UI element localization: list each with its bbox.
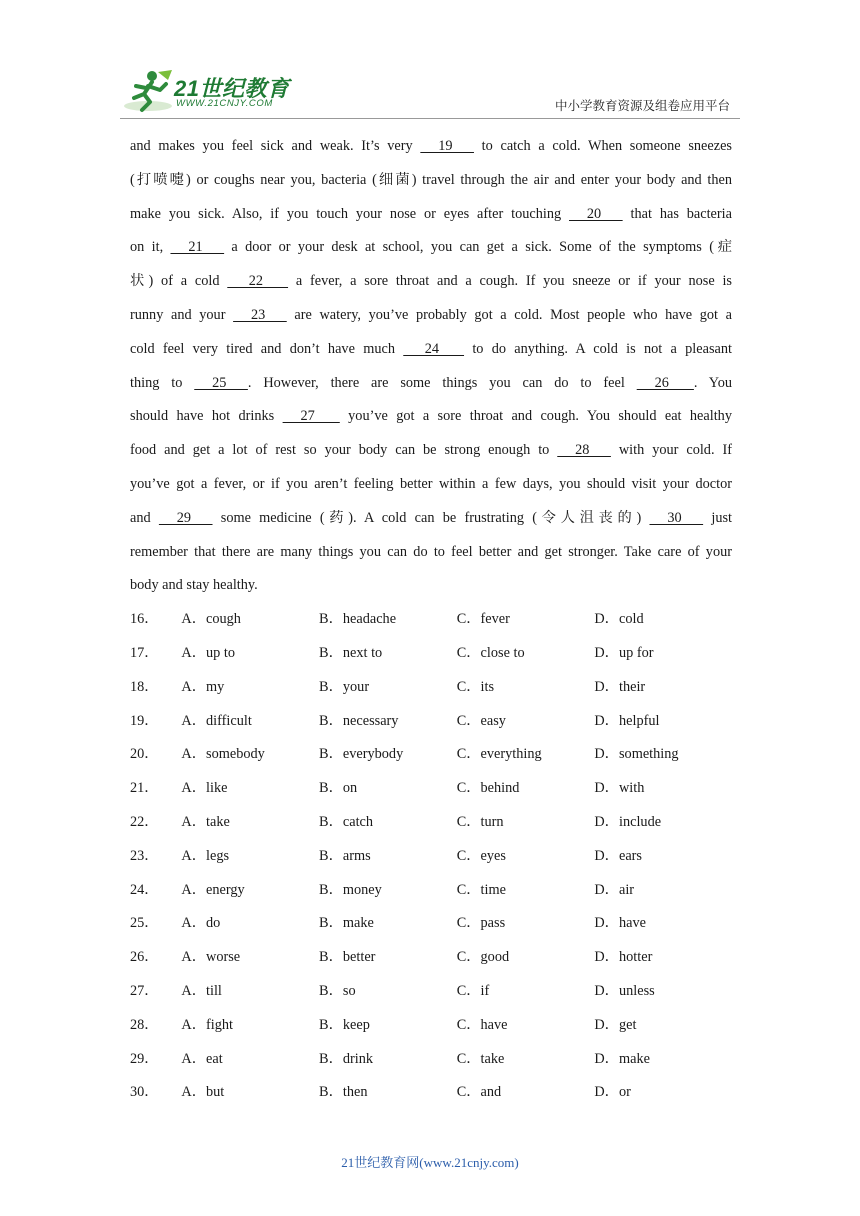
passage-line <box>130 130 732 164</box>
passage-line <box>130 468 732 502</box>
passage-text: you’ve got a fever, or if you aren’t feeling better within a few days, you should visit your doctor <box>130 475 732 492</box>
option-c: C．its <box>456 678 495 695</box>
passage-text: food and get a lot of rest so your body can be strong enough to <box>130 442 558 459</box>
answer-blank: 22 <box>227 273 289 290</box>
runner-logo-icon <box>122 68 178 114</box>
question-row <box>130 806 732 840</box>
answer-blank: 30 <box>649 509 704 526</box>
passage-text: remember that there are many things you can do to feel better and get stronger. Take care of your <box>130 543 732 560</box>
option-d: D．cold <box>594 611 644 628</box>
passage-line <box>130 333 732 367</box>
option-a: A．up to <box>181 644 236 661</box>
option-c: C．have <box>456 1016 508 1033</box>
option-a: A．energy <box>181 881 245 898</box>
passage-text: (打喷嚏) or coughs near you, bacteria (细菌) travel through the air and enter your body and then <box>130 171 732 188</box>
option-c: C．easy <box>456 712 506 729</box>
passage-text: 状) of a cold <box>130 273 228 290</box>
passage-text: a fever, a sore throat and a cough. If you sneeze or if your nose is <box>288 273 732 290</box>
passage-line <box>130 502 732 536</box>
option-c: C．good <box>456 949 510 966</box>
option-b: B．then <box>319 1084 368 1101</box>
question-list <box>130 603 732 1110</box>
passage-line <box>130 536 732 570</box>
passage-text: just <box>703 509 733 526</box>
option-b: B．next to <box>319 644 383 661</box>
passage-text: are watery, you’ve probably got a cold. Most people who have got a <box>286 306 732 323</box>
option-b: B．arms <box>319 847 371 864</box>
option-b: B．make <box>319 915 374 932</box>
logo-text: 21世纪教育 <box>174 76 290 101</box>
question-number: 18． <box>130 678 159 695</box>
option-d: D．have <box>594 915 646 932</box>
question-number: 21． <box>130 780 159 797</box>
logo <box>122 68 292 114</box>
answer-blank: 24 <box>403 340 465 357</box>
platform-label: 中小学教育资源及组卷应用平台 <box>554 98 730 113</box>
question-row <box>130 1043 732 1077</box>
option-d: D．include <box>594 813 662 830</box>
option-a: A．take <box>181 813 230 830</box>
option-b: B．headache <box>319 611 397 628</box>
option-b: B．on <box>319 780 358 797</box>
answer-blank: 20 <box>569 205 623 222</box>
option-d: D．ears <box>594 847 642 864</box>
passage-line <box>130 299 732 333</box>
option-a: A．my <box>181 678 225 695</box>
option-a: A．legs <box>181 847 230 864</box>
passage-line <box>130 367 732 401</box>
question-number: 23． <box>130 847 159 864</box>
option-b: B．keep <box>319 1016 370 1033</box>
option-b: B．better <box>319 949 376 966</box>
option-c: C．time <box>456 881 506 898</box>
question-row <box>130 975 732 1009</box>
option-a: A．but <box>181 1084 225 1101</box>
answer-blank: 19 <box>420 138 474 154</box>
answer-blank: 27 <box>282 408 340 425</box>
passage-text: that has bacteria <box>622 205 732 222</box>
passage-line <box>130 198 732 232</box>
option-d: D．something <box>594 746 679 763</box>
question-number: 19． <box>130 712 159 729</box>
option-b: B．necessary <box>319 712 399 729</box>
option-b: B．catch <box>319 813 374 830</box>
logo-subtext: WWW.21CNJY.COM <box>176 98 273 109</box>
question-number: 16． <box>130 611 159 628</box>
question-row <box>130 738 732 772</box>
option-a: A．fight <box>181 1016 234 1033</box>
passage-text: some medicine (药). A cold can be frustrating (令人沮丧的) <box>212 509 650 526</box>
passage-text: make you sick. Also, if you touch your nose or eyes after touching <box>130 205 570 222</box>
answer-blank: 23 <box>233 306 287 323</box>
passage-line <box>130 400 732 434</box>
question-number: 28． <box>130 1016 159 1033</box>
passage-line <box>130 265 732 299</box>
question-number: 22． <box>130 813 159 830</box>
option-c: C．take <box>456 1050 505 1067</box>
passage-text: . However, there are some things you can do to feel <box>247 374 637 391</box>
question-number: 20． <box>130 746 159 763</box>
option-b: B．drink <box>319 1050 374 1067</box>
passage-text: body and stay healthy. <box>130 577 258 594</box>
passage-line <box>130 569 732 603</box>
option-c: C．fever <box>456 611 510 628</box>
passage-text: you’ve got a sore throat and cough. You should eat healthy <box>339 408 732 425</box>
page-header <box>0 0 860 130</box>
answer-blank: 21 <box>170 239 225 256</box>
option-d: D．air <box>594 881 635 898</box>
passage-text: and <box>130 509 159 526</box>
option-b: B．money <box>319 881 382 898</box>
question-row <box>130 874 732 908</box>
question-row <box>130 637 732 671</box>
option-d: D．their <box>594 678 646 695</box>
option-c: C．pass <box>456 915 506 932</box>
option-a: A．worse <box>181 949 241 966</box>
passage-text: a door or your desk at school, you can get a sick. Some of the symptoms (症 <box>224 239 733 256</box>
question-number: 17． <box>130 644 159 661</box>
option-c: C．and <box>456 1084 502 1101</box>
option-b: B．so <box>319 982 356 999</box>
cloze-passage <box>130 130 732 603</box>
question-number: 24． <box>130 881 159 898</box>
question-row <box>130 1076 732 1110</box>
passage-text: and makes you feel sick and weak. It’s very <box>130 138 421 154</box>
option-c: C．eyes <box>456 847 506 864</box>
passage-text: should have hot drinks <box>130 408 283 425</box>
answer-blank: 28 <box>557 442 611 459</box>
passage-line <box>130 231 732 265</box>
question-row <box>130 671 732 705</box>
question-row <box>130 705 732 739</box>
option-a: A．difficult <box>181 712 252 729</box>
passage-text: with your cold. If <box>610 442 732 459</box>
option-a: A．cough <box>181 611 241 628</box>
option-a: A．do <box>181 915 221 932</box>
question-row <box>130 941 732 975</box>
option-c: C．behind <box>456 780 520 797</box>
answer-blank: 25 <box>194 374 248 391</box>
option-a: A．eat <box>181 1050 223 1067</box>
question-row <box>130 840 732 874</box>
option-b: B．your <box>319 678 370 695</box>
option-d: D．get <box>594 1016 637 1033</box>
passage-text: thing to <box>130 374 195 391</box>
question-row <box>130 772 732 806</box>
option-d: D．up for <box>594 644 654 661</box>
question-number: 30． <box>130 1084 159 1101</box>
passage-text: . You <box>693 374 732 391</box>
question-row <box>130 1009 732 1043</box>
passage-text: cold feel very tired and don’t have much <box>130 340 404 357</box>
question-number: 29． <box>130 1050 159 1067</box>
passage-text: to catch a cold. When someone sneezes <box>473 138 732 154</box>
question-row <box>130 907 732 941</box>
option-b: B．everybody <box>319 746 404 763</box>
option-a: A．like <box>181 780 228 797</box>
option-d: D．hotter <box>594 949 653 966</box>
option-d: D．unless <box>594 982 655 999</box>
option-d: D．make <box>594 1050 650 1067</box>
header-divider <box>120 118 740 119</box>
answer-blank: 29 <box>158 509 213 526</box>
passage-text: to do anything. A cold is not a pleasant <box>464 340 732 357</box>
option-d: D．or <box>594 1084 631 1101</box>
answer-blank: 26 <box>636 374 694 391</box>
question-number: 26． <box>130 949 159 966</box>
page-content <box>130 130 732 1110</box>
option-a: A．somebody <box>181 746 265 763</box>
option-c: C．close to <box>456 644 525 661</box>
page-footer: 21世纪教育网(www.21cnjy.com) <box>341 1155 519 1170</box>
option-d: D．with <box>594 780 645 797</box>
passage-text: runny and your <box>130 306 234 323</box>
passage-line <box>130 434 732 468</box>
question-number: 25． <box>130 915 159 932</box>
question-row <box>130 603 732 637</box>
option-c: C．turn <box>456 813 504 830</box>
passage-line <box>130 164 732 198</box>
option-a: A．till <box>181 982 222 999</box>
passage-text: on it, <box>130 239 171 256</box>
option-d: D．helpful <box>594 712 660 729</box>
option-c: C．everything <box>456 746 542 763</box>
option-c: C．if <box>456 982 490 999</box>
question-number: 27． <box>130 982 159 999</box>
